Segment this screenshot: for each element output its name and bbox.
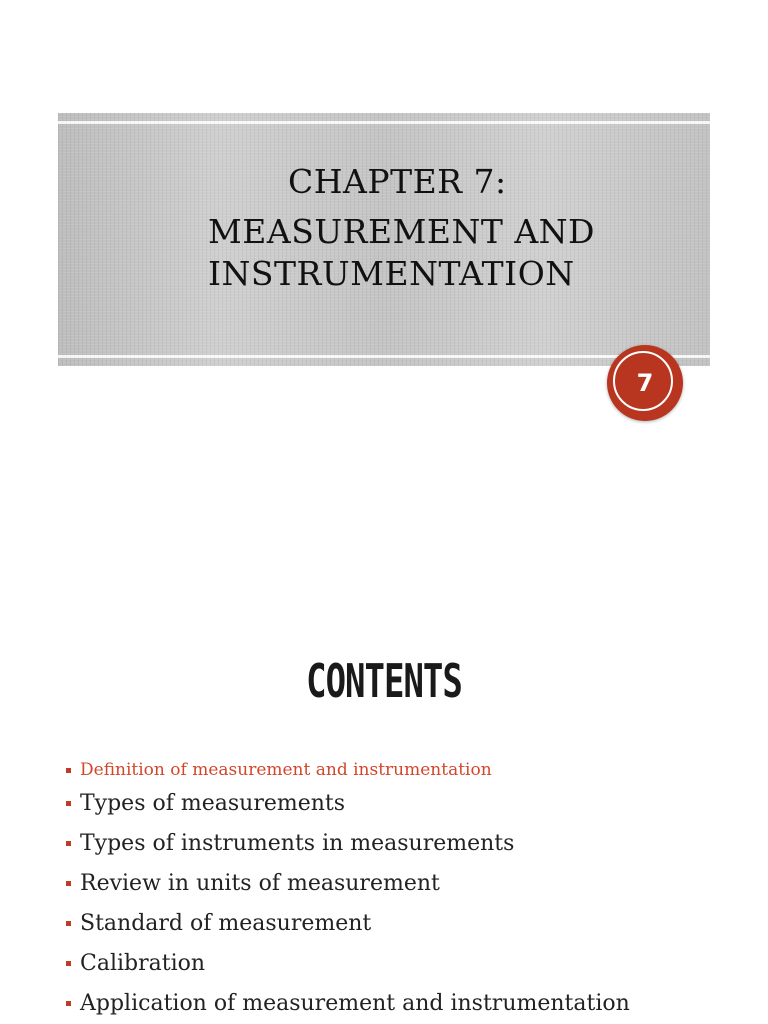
list-item-text: Application of measurement and instrumentation [80,991,630,1016]
contents-list [64,756,764,1024]
band-top-line [58,121,710,124]
badge-number: 7 [636,369,654,397]
list-item-text: Types of measurements [80,791,346,816]
slide-number-badge [607,345,683,421]
title-line-measurement: MEASUREMENT AND [208,212,595,251]
list-item-text: Review in units of measurement [80,871,440,896]
list-item [64,824,764,864]
slide-title [208,161,688,295]
list-item [64,944,764,984]
chapter-label: CHAPTER 7: [288,162,507,201]
list-item [64,756,764,784]
list-item [64,864,764,904]
list-item [64,784,764,824]
bullet-square-icon [66,1001,71,1006]
title-line-instrumentation: INSTRUMENTATION [208,254,575,293]
list-item-text: Definition of measurement and instrumentation [80,760,492,780]
list-item-text: Calibration [80,951,206,976]
bullet-square-icon [66,921,71,926]
title-band [58,113,710,366]
bullet-square-icon [66,801,71,806]
list-item-text: Types of instruments in measurements [80,831,515,856]
contents-slide [0,512,768,1024]
list-item-text: Standard of measurement [80,911,372,936]
list-item [64,904,764,944]
list-item [64,984,764,1024]
bullet-square-icon [66,768,71,773]
bullet-square-icon [66,841,71,846]
contents-heading: CONTENTS [306,655,462,709]
bullet-square-icon [66,881,71,886]
bullet-square-icon [66,961,71,966]
